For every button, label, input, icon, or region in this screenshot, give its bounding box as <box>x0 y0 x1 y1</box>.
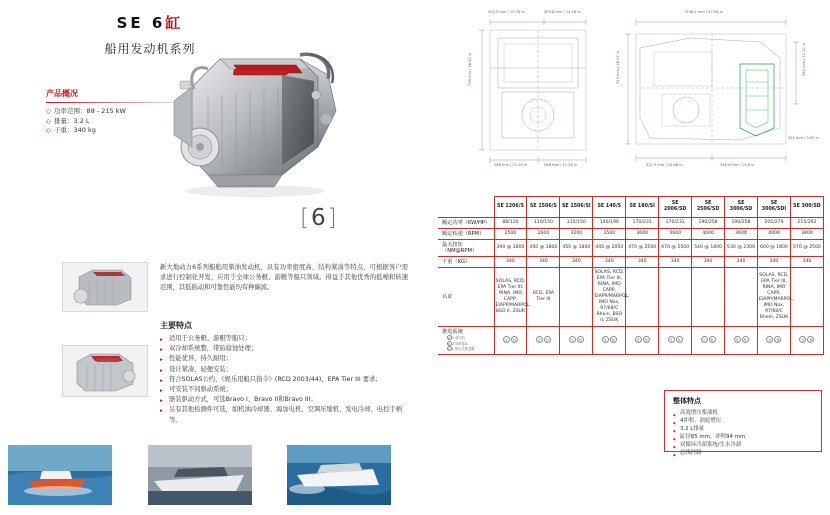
dim-label-top-3: 1198.2 mm / 47.96 in <box>684 10 723 14</box>
row-label-power: 额定功率（KW/HP） <box>438 218 494 229</box>
table-cell <box>593 327 626 355</box>
engine-hero-image <box>150 25 355 200</box>
list-item: ▸ 设计紧凑，轻便安装； <box>160 365 410 375</box>
dim-label-top-2: 359.8 mm / 14.16 in <box>544 10 581 14</box>
table-cell: 2600 <box>527 229 560 240</box>
table-cell: 3600 <box>725 229 758 240</box>
table-cell: 215/292 <box>790 218 823 229</box>
overall-features-list <box>673 409 813 457</box>
table-cell <box>790 327 823 355</box>
column-header: SE 1506/SI <box>560 197 593 218</box>
table-cell <box>692 268 725 327</box>
inboard-icon: V <box>447 336 450 340</box>
list-item: ◆ 4冲程，涡轮增压 <box>673 417 813 425</box>
dimension-drawings <box>440 8 822 178</box>
table-cell: 88/120 <box>494 218 527 229</box>
row-label-drive <box>438 327 494 355</box>
dim-label-left-1: 736 mm / 28.97 in <box>468 52 472 86</box>
dim-label-right-1: 282 mm / 11.10 in <box>802 42 806 76</box>
engine-illustration <box>150 25 355 200</box>
drive-icon: Z <box>734 336 741 343</box>
table-cell: SOLAS, RCD, EPA Tier III, RINA, IMO CAPP, EIAPP/MARPOL, IMO Nox, 97/68/C Rhein, BSO II, ZSUK <box>593 268 626 327</box>
list-item: ◆ 总线控制 <box>673 449 813 457</box>
table-cell <box>626 268 659 327</box>
table-cell: 340 <box>626 257 659 268</box>
spec-item-label: 功率范围：88 - 215 kW <box>54 107 126 115</box>
table-cell: 340 <box>758 257 791 268</box>
table-cell <box>659 268 692 327</box>
table-cell <box>725 327 758 355</box>
drive-icon: V <box>602 336 609 343</box>
dim-label-bottom-1: 286 mm / 11.26 in <box>494 163 528 167</box>
table-cell: 140/190 <box>593 218 626 229</box>
list-item: ▸ 符合SOLAS公约、《娱乐用船只指令》(RCD 2003/44)、EPA Tier III 要求； <box>160 375 410 385</box>
drive-icon-alt: N <box>807 336 814 343</box>
list-item: ◆ 3.2 L排量 <box>673 425 813 433</box>
table-cell: 3800 <box>790 229 823 240</box>
spec-table-wrapper <box>438 196 824 355</box>
dim-label-left-2: 713 mm / 28.07 in <box>616 50 620 84</box>
table-cell: 110/150 <box>527 218 560 229</box>
column-header: SE 2506/SD <box>692 197 725 218</box>
list-item: ▸ 可安装不同驱动系统； <box>160 385 410 395</box>
bullet-icon: ◇ <box>46 107 51 115</box>
table-cell <box>494 327 527 355</box>
drive-icon: S <box>766 336 773 343</box>
title-main-pre: SE 6 <box>116 14 166 32</box>
column-header: SE 3006/SDI <box>758 197 791 218</box>
dim-label-bottom-2: 286 mm / 11.26 in <box>544 163 578 167</box>
table-header-row <box>438 197 824 218</box>
drive-icon-alt: N <box>544 336 551 343</box>
table-cell: 340 <box>692 257 725 268</box>
table-cell <box>560 327 593 355</box>
cylinder-count-value: 6 <box>310 205 328 231</box>
drive-icon-alt: N <box>774 336 781 343</box>
table-cell: 4000 <box>692 229 725 240</box>
list-item: ◆ 缸径85 mm，冲程94 mm <box>673 433 813 441</box>
table-cell: 390 @ 1800 <box>494 240 527 257</box>
drive-icon: V <box>701 336 708 343</box>
boat-photo-3 <box>287 445 424 505</box>
drive-icon: S <box>668 336 675 343</box>
table-cell: 570 @ 2500 <box>790 240 823 257</box>
bullet-icon: ◇ <box>46 126 51 134</box>
list-item: ▸ 驱装驱动方式，可选Bravo I、Bravo II和Bravo III； <box>160 395 410 405</box>
table-cell: 340 <box>725 257 758 268</box>
table-corner-cell <box>438 197 494 218</box>
table-cell: 470 @ 2500 <box>659 240 692 257</box>
engine-thumbnail-2 <box>62 345 148 397</box>
bracket-left: [ <box>300 205 311 231</box>
boat-photo-strip <box>8 445 424 505</box>
boat-photo-1 <box>8 445 145 505</box>
drive-icon: V <box>503 336 510 343</box>
column-header: SE 1206/S <box>494 197 527 218</box>
table-cell: 450 @ 1800 <box>527 240 560 257</box>
table-cell <box>758 327 791 355</box>
drive-icon: Z <box>635 336 642 343</box>
spec-item-label: 干重：340 kg <box>54 126 96 134</box>
table-cell: 340 <box>790 257 823 268</box>
table-cell: 340 <box>560 257 593 268</box>
table-cell <box>527 327 560 355</box>
row-label-rpm: 额定转速（RPM） <box>438 229 494 240</box>
table-cell: 340 <box>527 257 560 268</box>
technical-drawings <box>440 8 822 178</box>
sterndrive-icon: Z <box>447 341 450 346</box>
engine-thumb-illustration-2 <box>63 346 147 396</box>
features-list <box>160 334 410 426</box>
engine-thumbnail-1 <box>62 262 148 312</box>
legend-label: V 船内机 <box>452 336 465 340</box>
drive-icon-alt: N <box>511 336 518 343</box>
dim-label-right-2: 151 mm / 5.95 in <box>788 136 819 140</box>
boat-photo-2-image <box>148 445 252 505</box>
list-item: ▸ 性能优异，持久耐用； <box>160 354 410 364</box>
cylinder-count-badge <box>300 205 339 231</box>
table-cell: 205/279 <box>758 218 791 229</box>
boat-photo-3-image <box>287 445 391 505</box>
table-cell: 190/258 <box>725 218 758 229</box>
page-subtitle: 船用发动机系列 <box>104 42 196 56</box>
table-cell: 450 @ 1800 <box>560 240 593 257</box>
table-cell: 110/150 <box>560 218 593 229</box>
bullet-icon: ◇ <box>46 116 51 125</box>
table-cell: 170/231 <box>626 218 659 229</box>
list-item: ▸ 双冷却系统整，带防腐蚀处理； <box>160 344 410 354</box>
drive-icon-alt: N <box>643 336 650 343</box>
table-cell: 470 @ 2500 <box>626 240 659 257</box>
features-title: 主要特点 <box>160 321 192 330</box>
table-cell: 190/258 <box>692 218 725 229</box>
dim-label-bottom-4: 346.4 mm / 13.6 in <box>720 163 755 167</box>
drive-icon-alt: N <box>610 336 617 343</box>
table-row <box>438 229 824 240</box>
table-cell <box>692 327 725 355</box>
table-cell <box>659 327 692 355</box>
table-cell: SOLAS, RCD, EPA Tier III, RINA, IMO CAPP, EIAPP/MARPOL, BSO II, ZSUK <box>494 268 527 327</box>
table-cell: 445 @ 2050 <box>593 240 626 257</box>
column-header: SE 180/SI <box>626 197 659 218</box>
table-row <box>438 240 824 257</box>
row-label-weight: 干重（KG） <box>438 257 494 268</box>
boat-photo-1-image <box>8 445 112 505</box>
column-header: SE 2006/SD <box>659 197 692 218</box>
table-cell: 3600 <box>626 229 659 240</box>
drive-legend <box>442 335 493 352</box>
table-cell: 170/231 <box>659 218 692 229</box>
table-cell: 340 <box>593 257 626 268</box>
table-row <box>438 218 824 229</box>
table-cell <box>725 268 758 327</box>
table-cell: 2500 <box>494 229 527 240</box>
column-header: SE 300/SD <box>790 197 823 218</box>
list-item: ◆ 双循环冷却系统/生水冷却 <box>673 441 813 449</box>
row-label-cert: 认证 <box>438 268 494 327</box>
overall-features-box <box>664 390 822 456</box>
table-cell: 600 @ 1800 <box>758 240 791 257</box>
drive-icon: Z <box>536 336 543 343</box>
table-row <box>438 257 824 268</box>
drive-icon-alt: N <box>709 336 716 343</box>
overall-features-title: 整体特点 <box>673 397 701 405</box>
product-description: 新大地动力6系列船舶用柴油发动机，具有功率密度高、结构紧凑等特点，可根据客户需求进行控制化开发，应用于全球公务艇、游艇等船只领域。得益于其他优秀的低噪和转速范围，其低振动和可靠性能均有种碳流。 <box>160 264 408 291</box>
table-cell: SOLAS, RCD, EPA Tier III, RINA, IMO CAPP, EIAPP/MARPOL, IMO Nox, 97/68/C Rhein, ZSUK <box>758 268 791 327</box>
list-item: ▸ 适用于公务艇、游艇等船只； <box>160 334 410 344</box>
engine-thumb-illustration-1 <box>63 263 147 311</box>
drive-icon-alt: N <box>577 336 584 343</box>
drive-icon-alt: N <box>676 336 683 343</box>
column-header: SE 3006/SD <box>725 197 758 218</box>
table-cell: 340 <box>659 257 692 268</box>
legend-label: Z 尾机驱动 <box>452 341 468 346</box>
dim-label-top-1: 502.5 mm / 19.78 in <box>488 10 525 14</box>
table-cell <box>560 268 593 327</box>
spec-item-label: 排量：3.2 L <box>54 116 90 125</box>
title-main-red: 缸 <box>165 14 184 32</box>
product-overview-title: 产品概况 <box>46 89 78 98</box>
row-label-torque: 最大扭矩（NM@RPM） <box>438 240 494 257</box>
bracket-right: ] <box>327 205 339 231</box>
specification-table <box>438 196 824 355</box>
drive-icon: V <box>799 336 806 343</box>
table-cell: 530 @ 2300 <box>725 240 758 257</box>
table-cell: 3600 <box>659 229 692 240</box>
table-cell <box>626 327 659 355</box>
dim-label-bottom-3: 321.5 mm / 12.66 in <box>646 163 683 167</box>
list-item: ◆ 高效增压柴油机 <box>673 409 813 417</box>
row-label-drive-text: 推进系统 <box>442 329 463 335</box>
table-cell: RCD, EPA Tier III <box>527 268 560 327</box>
drive-icon: S <box>569 336 576 343</box>
table-row-certifications <box>438 268 824 327</box>
boat-photo-2 <box>148 445 285 505</box>
right-panel <box>432 0 830 515</box>
legend-item <box>446 346 493 352</box>
table-cell <box>790 268 823 327</box>
drive-icon-alt: N <box>742 336 749 343</box>
table-cell: 540 @ 1800 <box>692 240 725 257</box>
list-item: ▸ 另有其他检测件可选，如机油冷却器、海加电机、空调压缩机、发电冷却、电控手柄等。 <box>160 405 410 425</box>
table-cell: 3200 <box>560 229 593 240</box>
table-cell: 340 <box>494 257 527 268</box>
column-header: SE 1506/S <box>527 197 560 218</box>
legend-label: S 喷水式推进器 <box>452 347 475 352</box>
waterjet-icon: S <box>447 346 452 351</box>
table-cell: 3500 <box>593 229 626 240</box>
column-header: SE 140/S <box>593 197 626 218</box>
table-cell: 4000 <box>758 229 791 240</box>
table-row-drive-systems <box>438 327 824 355</box>
